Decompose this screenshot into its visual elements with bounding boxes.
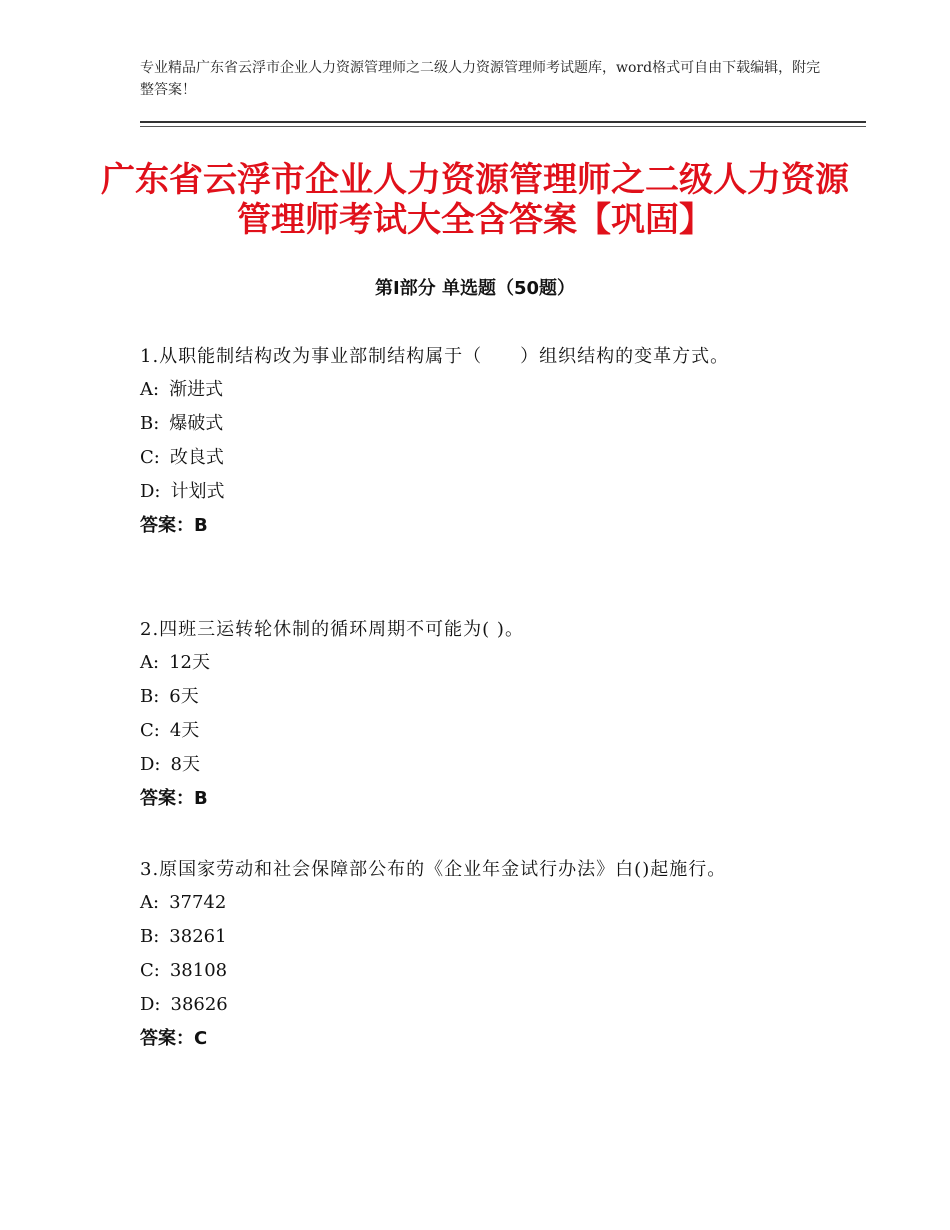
section-heading: 第Ⅰ部分 单选题（50题）	[374, 278, 575, 299]
option-key: C:	[140, 960, 160, 981]
option-value: 4天	[169, 720, 200, 741]
option-a	[140, 646, 800, 680]
option-key: A:	[140, 379, 160, 400]
header-divider-thin	[140, 126, 866, 127]
option-key: B:	[140, 926, 160, 947]
option-b	[140, 680, 800, 714]
option-b	[140, 920, 800, 954]
question-text: 1.从职能制结构改为事业部制结构属于（ ）组织结构的变革方式。	[140, 346, 730, 367]
option-a	[140, 373, 800, 407]
option-value: 38626	[170, 994, 228, 1015]
option-d	[140, 475, 800, 509]
document-title: 广东省云浮市企业人力资源管理师之二级人力资源管理师考试大全含答案【巩固】	[101, 160, 849, 240]
option-key: A:	[140, 892, 160, 913]
option-c	[140, 954, 800, 988]
option-value: 12天	[169, 652, 210, 673]
question-1	[140, 340, 800, 543]
option-c	[140, 441, 800, 475]
option-c	[140, 714, 800, 748]
option-value: 37742	[169, 892, 227, 913]
option-d	[140, 748, 800, 782]
answer: 答案：C	[140, 1028, 208, 1049]
question-text: 3.原国家劳动和社会保障部公布的《企业年金试行办法》白()起施行。	[140, 859, 727, 880]
option-value: 渐进式	[169, 379, 224, 400]
header-divider-thick	[140, 121, 866, 123]
option-key: C:	[140, 720, 160, 741]
option-value: 38108	[169, 960, 228, 981]
option-b	[140, 407, 800, 441]
option-d	[140, 988, 800, 1022]
option-value: 8天	[170, 754, 200, 775]
option-key: A:	[140, 652, 160, 673]
option-value: 6天	[169, 686, 199, 707]
option-value: 改良式	[169, 447, 224, 468]
option-key: D:	[140, 481, 161, 502]
option-a	[140, 886, 800, 920]
question-3	[140, 853, 800, 1056]
header-note: 专业精品广东省云浮市企业人力资源管理师之二级人力资源管理师考试题库，word格式可自由下载编辑，附完整答案！	[140, 60, 821, 98]
answer: 答案：B	[140, 788, 208, 809]
option-value: 爆破式	[169, 413, 224, 434]
question-text: 2.四班三运转轮休制的循环周期不可能为( )。	[140, 619, 524, 640]
answer: 答案：B	[140, 515, 208, 536]
option-value: 计划式	[170, 481, 225, 502]
option-key: B:	[140, 686, 160, 707]
question-2	[140, 613, 800, 816]
option-key: D:	[140, 754, 161, 775]
option-key: B:	[140, 413, 160, 434]
option-key: C:	[140, 447, 160, 468]
option-value: 38261	[169, 926, 227, 947]
option-key: D:	[140, 994, 161, 1015]
